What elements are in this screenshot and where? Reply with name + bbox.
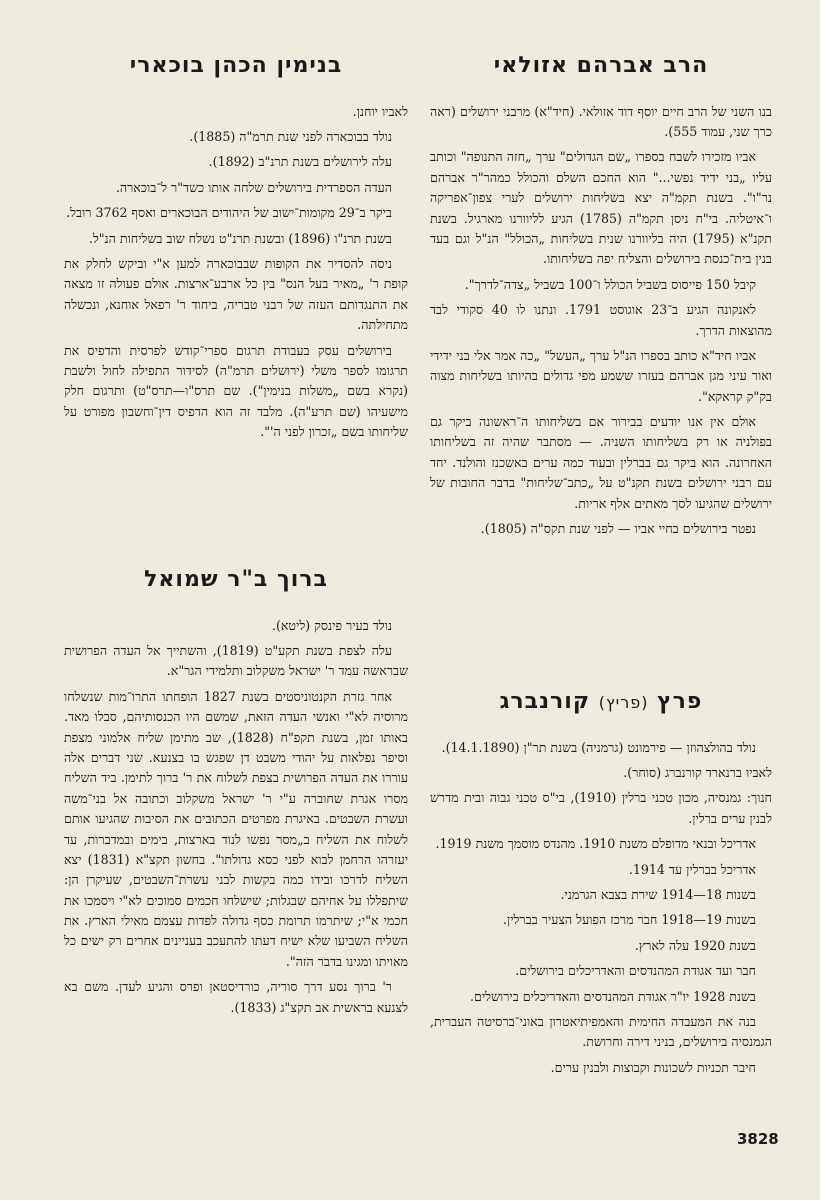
paragraph: נפטר בירושלים בחיי אביו — לפני שנת תקס"ה (1805). — [480, 521, 756, 537]
paragraph: בשנת תרנ"ו (1896) ובשנת תרנ"ט נשלח שוב בשליחות הנ"ל. — [88, 230, 392, 246]
paragraph: קיבל 150 פייסוס בשביל הכולל ו־100 בשביל „צדה־לדרך". — [464, 276, 756, 292]
title-first-name: פרץ — [657, 689, 703, 714]
article-peretz — [430, 684, 772, 1083]
paragraph: בשנת 1920 עלה לארץ. — [634, 937, 756, 953]
article-title: ברוך ב"ר שמואל — [144, 567, 328, 592]
article-title — [430, 684, 772, 720]
paragraph: לאביו יוחנן. — [352, 103, 408, 119]
paragraph: אביו מזכירו לשבח בספרו „שם הגדולים" ערך „חזה התנופה" וכותב עליו „בני ידיד נפשי..." הוא החכם השלם והכולל כמהר"ר אברהם נר"ו". בשנת תקמ"ה יצא בשליחות ירושלים לערי צפון־אפריקה ו־איטליה. בי"ח ניסן תקמ"ה (1785) הגיע לליוורנו מארגיל. בשנת תקנ"א (1795) היה בליוורנו שנית בשליחות „הכולל" הנ"ל וגם בעד בנין בית־כנסת בירושלים והצליח יפה בשליחותו. — [430, 149, 772, 267]
paragraph: חנוך: גמנסיה, מכון טכני ברלין (1910), בי"ס טכני גבוה ובית מדרש לבנין ערים ברלין. — [430, 790, 773, 826]
paragraph: אדריכל בברלין עד 1914. — [628, 861, 756, 877]
article-binyamin — [64, 48, 408, 447]
paragraph: חבר ועד אגודת המהנדסים והאדריכלים בירושלים. — [515, 963, 756, 979]
article-baruch — [64, 562, 408, 1023]
paragraph: אדריכל ובנאי מדופלם משנת 1910. מהנדס מוסמך משנת 1919. — [435, 836, 756, 852]
paragraph: ניסה להסדיר את הקופות שבבוכארה למען א"י וביקש לחלק את קופת ר' „מאיר בעל הנס" בין כל ארבע־ארצות. אולם פעולה זו מצאה את התנגדותם העזה של רבני טבריה, ביחוד ר' רפאל אוחנא, ונכשלה מתחילתה. — [64, 255, 408, 333]
paragraph: לאנקונה הגיע ב־23 אוגוסט 1791. ונתנו לו 40 סקודי לבד מהוצאות הדרך. — [430, 302, 772, 338]
paragraph: נולד בהולצהוזן — פירמונט (גרמניה) בשנת תר"ן (14.1.1890). — [441, 739, 756, 755]
page-number: 3828 — [737, 1130, 779, 1148]
paragraph: נולד בעיר פינסק (ליטא). — [271, 617, 392, 633]
article-title: בנימין הכהן בוכארי — [129, 53, 343, 78]
paragraph: בנו השני של הרב חיים יוסף דוד אזולאי. (חיד"א) מרבני ירושלים (ראה כרך שני, עמוד 555). — [430, 103, 772, 140]
paragraph: בשנות 19—1918 חבר מרכז הפועל הצעיר בברלין. — [502, 912, 756, 928]
paragraph: נולד בבוכארה לפני שנת תרמ"ה (1885). — [189, 129, 392, 145]
paragraph: לאביו ברנארד קורנברג (סוחר). — [623, 765, 772, 781]
paragraph: חיבר תכניות לשכונות וקבוצות ולבנין ערים. — [550, 1059, 756, 1075]
title-nickname: (פריץ) — [598, 693, 649, 712]
paragraph: עלה לצפת בשנת תקע"ט (1819), והשתייך אל העדה הפרושית שבראשה עמד ר' ישראל משקלוב ותלמידי הגר"א. — [64, 643, 408, 679]
paragraph: אחר גזרת הקנטוניסטים בשנת 1827 הופחתו התרו־מות שנשלחו מרוסיה לא"י ואנשי העדה הזאת, שמשם היו הכנסותיהם, סבלו מאד. באותו זמן, בשנת תקפ"ח (1828), שב מתימן שליח אלמוני מצפת וסיפר נפלאות על יהודי משבט דן שפגש בו בצנעא. שני דברים אלה עוררו את העדה הפרושית בצפת לשלוח את ר' ברוך לתימן. ביד השליח מסרו אגרת שחוברה ע"י ר' ישראל משקלוב וכתובה אל בני־משה ועשרת השבטים. באיגרת מפרטים הכתובים את הסיבות שהגיעו אותם לשלוח את השליח ב„מסר נפשו לנוד בארצות, בימים ובמדברות, עד יעזרהו הרחמן לבוא לפני כסא גדולתו". בחשון תקצ"א (1831) יצא השליח לדרכו ובידו כמה בקשות לבני עשרת־השבטים, שעיקרן הן: שיתפללו על אחיהם שבגלות; שישלחו חכמים סמוכים לא"י ויסמכו את חכמי א"י; שיתרמו תרומת כסף גדולה לפדות עצמם מאילי הארץ. את השליח השביעו שלא ישיח דעתו להתעכב בעניינים אחרים רק ישים כל מאויתו ומגינו בדבר הזה". — [64, 688, 409, 969]
paragraph: בשנות 18—1914 שירת בצבא הגרמני. — [560, 886, 756, 902]
paragraph: עלה לירושלים בשנת תרנ"ב (1892). — [208, 154, 392, 170]
paragraph: ביקר ב־29 מקומות־ישוב של היהודים הבוכארים ואסף 3762 רובל. — [66, 205, 392, 221]
paragraph: בירושלים עסק בעבודת תרגום ספרי־קודש לפרסית והדפיס את תרגומו לספר משלי (ירושלים תרמ"ה) לסידור התפילה לחול ולשבת (נקרא בשם „משלות בנימין"). שם תרס"ו—תרס"ט) ותרגום חלק מישעיהו (שם תרע"ה). מלבד זה הוא הדפיס דין־וחשבון מפורט על שליחותו בשם „זכרון לפני ה'". — [64, 342, 408, 440]
paragraph: בשנת 1928 יו"ר אגודת המהנדסים והאדריכלים בירושלים. — [470, 988, 756, 1004]
article-azulai — [430, 48, 772, 544]
paragraph: אביו חיד"א כותב בספרו הנ"ל ערך „העשל" „כה אמר אלי בני ידידי ואור עיני מגן אברהם בעזרו ששמע מפי גדולים בהיותו בשליחות מצוה בק"ק קראקא". — [430, 347, 772, 404]
paragraph: בנה את המעבדה החימית והאמפיתיאטרון באוני־ברסיטה העברית, הגמנסיה בירושלים, בניני דירה וחרושת. — [430, 1013, 772, 1050]
paragraph: העדה הספרדית בירושלים שלחה אותו כשד"ר ל־בוכארה. — [115, 179, 392, 195]
article-title: הרב אברהם אזולאי — [493, 53, 709, 78]
title-last-name: קורנברג — [499, 689, 591, 714]
paragraph: אולם אין אנו יודעים בבירור אם בשליחותו ה־ראשונה ביקר גם בפולניה או רק בשליחותו השניה. — מסתבר שהיה זה בשליחותו האחרונה. הוא ביקר גם בברלין ובעוד כמה ערים באשכנז והולנד. יחד עם רבני ירושלים בשנת תקנ"ט על „כתב־שליחות" בדבר החובות של ירושלים שהגיעו לסך מאתים אלף אריות. — [430, 414, 772, 511]
paragraph: ר' ברוך נסע דרך סוריה, כורדיסטאן ופרס והגיע לעדן. משם בא לצנעא בראשית אב תקצ"ג (1833). — [64, 979, 408, 1015]
